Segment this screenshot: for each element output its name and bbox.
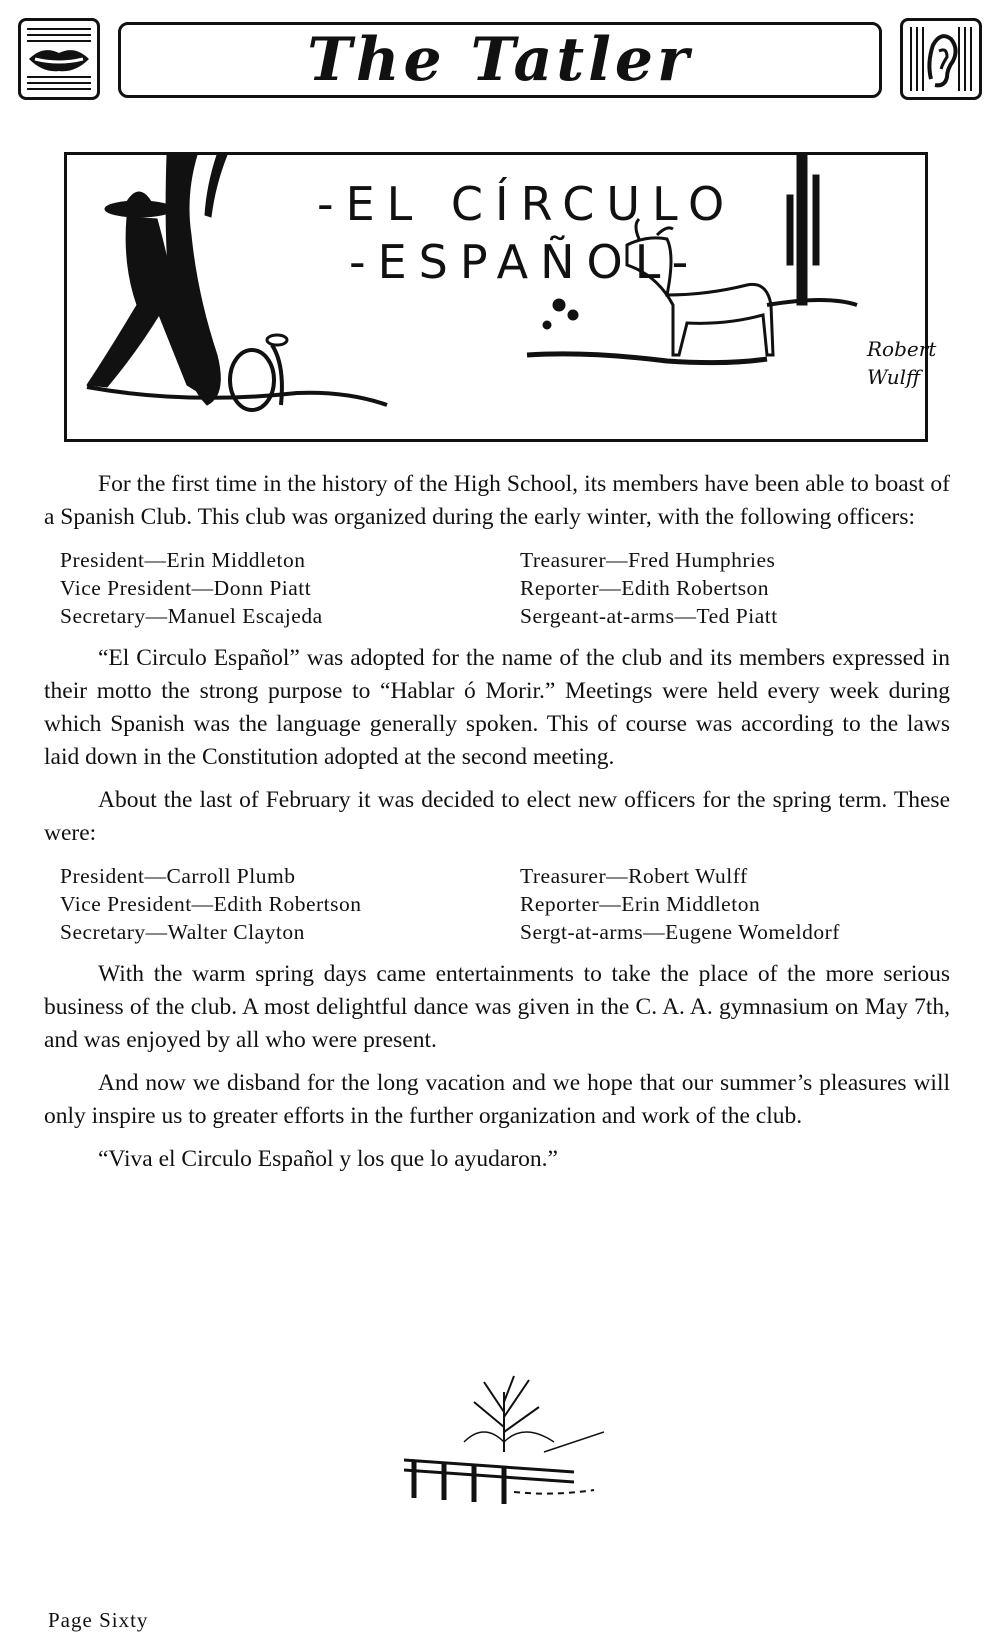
page-header [18,18,982,104]
officer-entry: Vice President—Donn Piatt [60,576,312,600]
paragraph-new-officers: About the last of February it was decided to elect new officers for the spring term. These were: [44,787,950,846]
club-banner-illustration [64,152,937,442]
banner-title [317,175,736,291]
officer-entry: Secretary—Walter Clayton [60,920,305,944]
paragraph-closing-motto: “Viva el Circulo Español y los que lo ayudaron.” [98,1146,558,1172]
paragraph-club-name: “El Circulo Español” was adopted for the name of the club and its members expressed in their motto the strong purpose to “Hablar ó Morir.” Meetings were held every week during which Spanish was the language generally spoken. This of course was according to the laws laid down in the Constitution adopted at the second meeting. [44,645,950,770]
officer-entry: Treasurer—Robert Wulff [520,864,748,888]
officer-entry: President—Erin Middleton [60,548,306,572]
article-body [44,468,950,1186]
banner-title-line1: -EL CÍRCULO [317,177,737,231]
signature-first-name: Robert [867,337,937,361]
officers-spring-list [60,862,950,946]
officers-fall-list [60,546,950,630]
ear-icon [900,18,982,100]
paragraph-intro: For the first time in the history of the High School, its members have been able to boast of a Spanish Club. This club was organized during the early winter, with the following officers: [44,471,950,530]
officer-entry: Reporter—Edith Robertson [520,576,770,600]
officer-entry: President—Carroll Plumb [60,864,296,888]
masthead [118,22,882,98]
officer-entry: Sergeant-at-arms—Ted Piatt [520,604,778,628]
paragraph-entertainments: With the warm spring days came entertainments to take the place of the more serious business of the club. A most delightful dance was given in the C. A. A. gymnasium on May 7th, and was enjoyed by all who were present. [44,961,950,1053]
officer-entry: Sergt-at-arms—Eugene Womeldorf [520,920,840,944]
banner-title-line2: -ESPAÑOL- [349,235,701,289]
officer-entry: Treasurer—Fred Humphries [520,548,776,572]
officer-entry: Secretary—Manuel Escajeda [60,604,323,628]
lips-icon [18,18,100,100]
paragraph-vacation: And now we disband for the long vacation and we hope that our summer’s pleasures will only inspire us to greater efforts in the further organization and work of the club. [44,1070,950,1129]
masthead-title: The Tatler [307,25,693,95]
signature-last-name: Wulff [867,365,921,389]
page-number: Page Sixty [48,1608,149,1632]
officer-entry: Reporter—Erin Middleton [520,892,761,916]
tree-fence-vignette [404,1372,604,1517]
artist-signature [867,335,936,391]
officer-entry: Vice President—Edith Robertson [60,892,362,916]
